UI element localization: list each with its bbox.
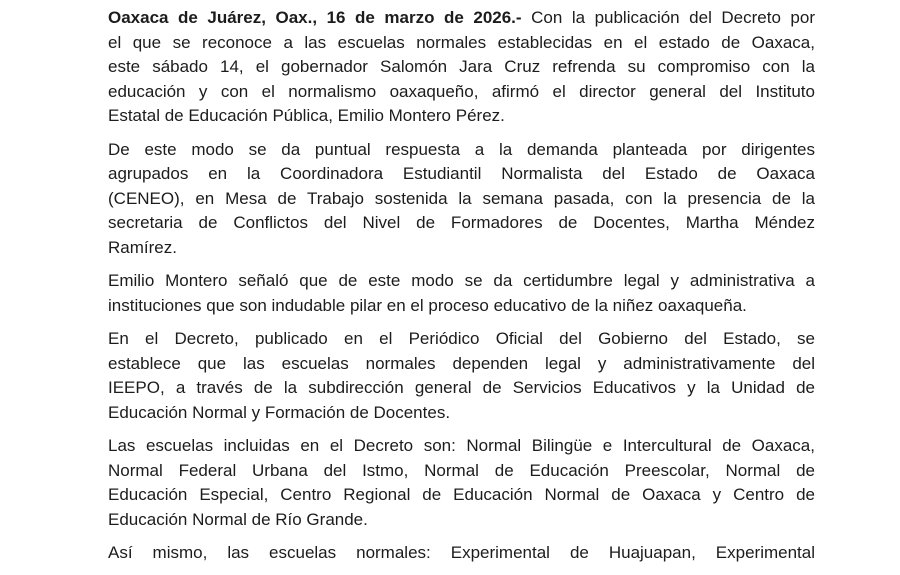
text-line: Las escuelas incluidas en el Decreto son: Normal Bilingüe e Intercultural de Oaxaca, xyxy=(108,436,815,455)
text-line: Emilio Montero señaló que de este modo se da certidumbre legal y administrativa a xyxy=(108,271,815,290)
dateline: Oaxaca de Juárez, Oax., 16 de marzo de 2026.- xyxy=(108,8,522,27)
paragraph-1 xyxy=(108,6,815,129)
paragraph-2 xyxy=(108,138,815,261)
paragraph-6 xyxy=(108,541,815,566)
text-line: establece que las escuelas normales dependen legal y administrativamente del xyxy=(108,353,815,373)
text-line: agrupados en la Coordinadora Estudiantil Normalista del Estado de Oaxaca xyxy=(108,164,815,183)
text-line: Normal Federal Urbana del Istmo, Normal de Educación Preescolar, Normal de xyxy=(108,460,815,480)
text-line: En el Decreto, publicado en el Periódico Oficial del Gobierno del Estado, se xyxy=(108,329,815,348)
paragraph-3 xyxy=(108,269,815,318)
paragraph-4 xyxy=(108,327,815,425)
text-line xyxy=(108,6,815,31)
text-line: el que se reconoce a las escuelas normales establecidas en el estado de Oaxaca, xyxy=(108,32,815,52)
text-line: educación y con el normalismo oaxaqueño, afirmó el director general del Instituto xyxy=(108,81,815,101)
text-line: Así mismo, las escuelas normales: Experimental de Huajuapan, Experimental xyxy=(108,543,815,562)
text-line: Estatal de Educación Pública, Emilio Montero Pérez. xyxy=(108,106,505,125)
text-line: Educación Especial, Centro Regional de Educación Normal de Oaxaca y Centro de xyxy=(108,485,815,504)
text-line: De este modo se da puntual respuesta a la demanda planteada por dirigentes xyxy=(108,139,815,159)
text-line: Educación Normal de Río Grande. xyxy=(108,509,368,529)
text-line: IEEPO, a través de la subdirección general de Servicios Educativos y la Unidad de xyxy=(108,378,815,397)
text-line: secretaria de Conflictos del Nivel de Formadores de Docentes, Martha Méndez xyxy=(108,213,815,232)
text-segment: Con la publicación del Decreto por xyxy=(521,8,815,27)
text-line: Ramírez. xyxy=(108,237,177,257)
paragraph-5 xyxy=(108,434,815,532)
text-line: este sábado 14, el gobernador Salomón Jara Cruz refrenda su compromiso con la xyxy=(108,57,815,76)
text-line: Educación Normal y Formación de Docentes. xyxy=(108,402,451,422)
press-release-document xyxy=(108,6,815,575)
text-line: (CENEO), en Mesa de Trabajo sostenida la semana pasada, con la presencia de la xyxy=(108,188,815,208)
text-line: instituciones que son indudable pilar en el proceso educativo de la niñez oaxaqueña. xyxy=(108,295,747,315)
